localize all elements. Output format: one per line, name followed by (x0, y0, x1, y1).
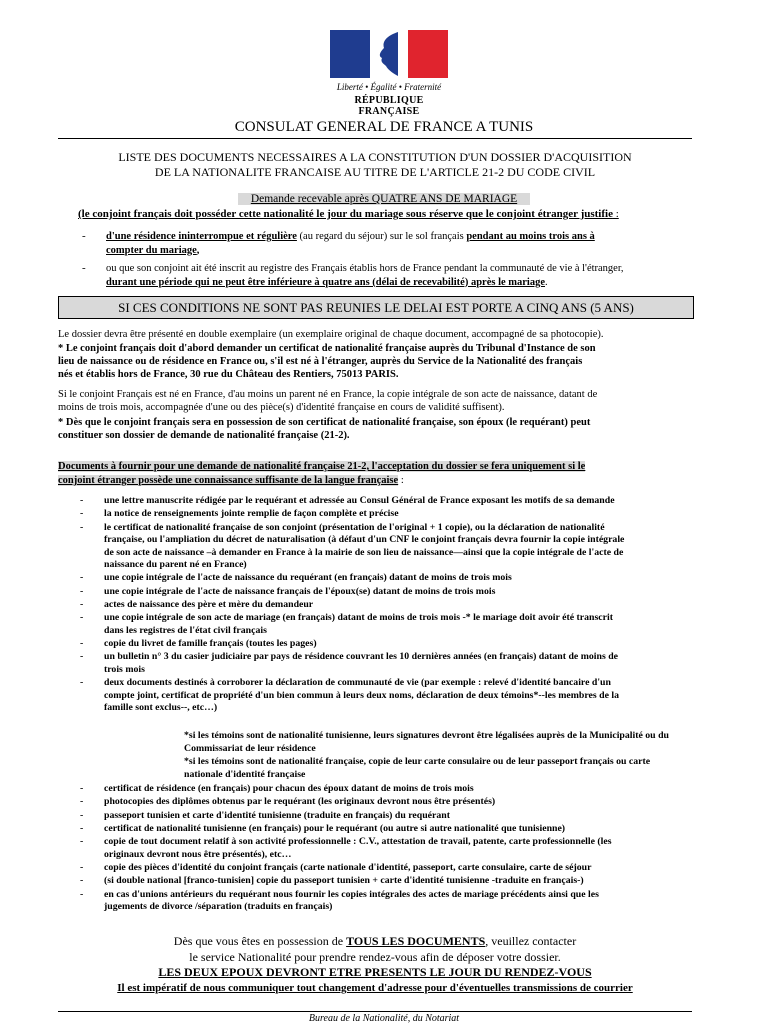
list-title-line-1: LISTE DES DOCUMENTS NECESSAIRES A LA CONSTITUTION D'UN DOSSIER D'ACQUISITION (118, 150, 632, 164)
paragraph-2: * Le conjoint français doit d'abord demander un certificat de nationalité française auprès du Tribunal d'Instance de son lieu de naissance ou de résidence en France ou, s'il est né à l'étranger, auprès du Service de la Nationalité des français nés et établis hors de France, 30 rue du Château des Rentiers, 75013 PARIS. (58, 343, 596, 380)
marianne-flag-logo (330, 30, 448, 78)
list-item-text: une copie intégrale de l'acte de naissance du requérant (en français) datant de moins de trois mois (104, 572, 512, 584)
footer-text: Bureau de la Nationalité, du Notariat (308, 1013, 460, 1024)
bullet-dash: - (80, 809, 84, 821)
bullet-dash: - (80, 638, 84, 650)
bullet-dash: - (80, 612, 84, 624)
bullet-dash: - (80, 521, 84, 533)
list-item-text: la notice de renseignements jointe remplie de façon complète et précise (104, 508, 399, 520)
list-item-text: copie de tout document relatif à son activité professionnelle : C.V., attestation de travail, patente, carte professionnelle (les originaux devront nous être présentés), etc… (104, 836, 612, 860)
list-item-text: passeport tunisien et carte d'identité tunisienne (traduite en français) du requérant (104, 809, 450, 821)
condition-band: Demande recevable après QUATRE ANS DE MARIAGE (238, 193, 530, 205)
paragraph-3: Si le conjoint Français est né en France, d'au moins un parent né en France, la copie intégrale de son acte de naissance, datant de moins de trois mois, accompagnée d'une ou des pièce(s) d'identité française en cours de validité suffisent). (58, 389, 598, 413)
list-item-text: un bulletin n° 3 du casier judiciaire par pays de résidence couvrant les 10 dernières années (en français) datant de moins de trois mois (104, 651, 619, 675)
document-page: Liberté • Égalité • Fraternité RÉPUBLIQUE FRANÇAISE CONSULAT GENERAL DE FRANCE A TUNIS LISTE DES DOCUMENTS NECESSAIRES A LA CONSTITUTION D'UN DOSSIER D'ACQUISITION DE LA NATIONALITE FRANCAISE AU TITRE DE L'ARTICLE 21-2 DU CODE CIVIL Demande recevable après QUATRE ANS DE MARIAGE (le conjoint français doit posséder cette nationalité le jour du mariage sous réserve que le conjoint étranger justifie : - d'une résidence ininterrompue et régulière (au regard du séjour) sur le sol français pendant au moins trois ans à compter du mariage, - ou que son conjoint ait été inscrit au registre des Français établis hors de France pendant la communauté de vie à l'étranger, durant une période qui ne peut être inférieure à quatre ans (délai de recevabilité) après le mariage. SI CES CONDITIONS NE SONT PAS REUNIES LE DELAI EST PORTE A CINQ ANS (5 ANS) Le dossier devra être présenté en double exemplaire (un exemplaire original de chaque document, accompagné de sa photocopie). * Le conjoint français doit d'abord demander un certificat de nationalité française auprès du Tribunal d'Instance de son lieu de naissance ou de résidence en France ou, s'il est né à l'étranger, auprès du Service de la Nationalité des français nés et établis hors de France, 30 rue du Château des Rentiers, 75013 PARIS. Si le conjoint Français est né en France, d'au moins un parent né en France, la copie intégrale de son acte de naissance, datant de moins de trois mois, accompagnée d'une ou des pièce(s) d'identité française en cours de validité suffisent). * Dès que le conjoint français sera en possession de son certificat de nationalité française, son époux (le requérant) peut constituer son dossier de demande de nationalité française (21-2). Documents à fournir pour une demande de nationalité française 21-2, l'acceptation du dossier se fera uniquement si le conjoint étranger possède une connaissance suffisante de la langue française : - une lettre manuscrite rédigée par le requérant et adressée au Consul Général de France exposant les motifs de sa demande - la notice de renseignements jointe remplie de façon complète et précise - le certificat de nationalité française de son conjoint (présentation de l'original + 1 copie), ou la déclaration de nationalité française, ou l'ampliation du décret de naturalisation (à défaut d'un CNF le conjoint français devra fournir la copie intégrale de son acte de naissance –à demander en France à la mairie de son lieu de naissance—ainsi que la copie intégrale de l'acte de naissance du parent né en France) - une copie intégrale de l'acte de naissance du requérant (en français) datant de moins de trois mois - une copie intégrale de l'acte de naissance français de l'époux(se) datant de moins de trois mois - actes de naissance des père et mère du demandeur - une copie intégrale de son acte de mariage (en français) datant de moins de trois mois -* le mariage doit avoir été transcrit dans les registres de l'état civil français - copie du livret de famille français (toutes les pages) - un bulletin n° 3 du casier judiciaire par pays de résidence couvrant les 10 dernières années (en français) datant de moins de trois mois - deux documents destinés à corroborer la déclaration de communauté de vie (par exemple : relevé d'identité bancaire d'un compte joint, certificat de propriété d'un bien commun à leurs deux noms, déclaration de deux témoins*--les membres de la famille sont exclus--, etc…) *si les témoins sont de nationalité tunisienne, leurs signatures devront être légalisées auprès de la Municipalité ou du Commissariat de leur résidence *si les témoins sont de nationalité française, copie de leur carte consulaire ou de leur passeport français ou carte nationale d'identité française - certificat de résidence (en français) pour chacun des époux datant de moins de trois mois - photocopies des diplômes obtenus par le requérant (les originaux devront nous être présentés) - passeport tunisien et carte d'identité tunisienne (traduite en français) du requérant - certificat de nationalité tunisienne (en français) pour le requérant (ou autre si autre nationalité que tunisienne) - copie de tout document relatif à son activité professionnelle : C.V., attestation de travail, patente, carte professionnelle (les originaux devront nous être présentés), etc… - copie des pièces d'identité du conjoint français (carte nationale d'identité, passeport, carte consulaire, carte de séjour - (si double national [franco-tunisien] copie du passeport tunisien + carte d'identité tunisienne -traduite en français-) - en cas d'unions antérieurs du requérant nous fournir les copies intégrales des actes de mariage précédents ainsi que les jugements de divorce /séparation (traduits en français) Dès que vous êtes en possession de TOUS LES DOCUMENTS, veuillez contacter le service Nationalité pour prendre rendez-vous afin de déposer votre dossier. LES DEUX EPOUX DEVRONT ETRE PRESENTS LE JOUR DU RENDEZ-VOUS Il est impératif de nous communiquer tout changement d'adresse pour d'éventuelles transmissions de courrier Bureau de la Nationalité, du Notariat (0, 0, 768, 1024)
republic-logo (329, 30, 449, 117)
list-item-text: le certificat de nationalité française de son conjoint (présentation de l'original + 1 copie), ou la déclaration de nationalité française, ou l'ampliation du décret de naturalisation (à défaut d'un CNF le conjoint français devra fournir la copie intégrale de son acte de naissance –à demander en France à la mairie de son lieu de naissance—ainsi que la copie intégrale de l'acte de naissance du parent né en France) (104, 521, 625, 571)
bullet-dash: - (80, 599, 84, 610)
bullet-dash: - (80, 572, 84, 584)
list-title-line-2: DE LA NATIONALITE FRANCAISE AU TITRE DE L'ARTICLE 21-2 DU CODE CIVIL (154, 165, 596, 179)
bullet-dash: - (80, 585, 84, 597)
five-years-box: SI CES CONDITIONS NE SONT PAS REUNIES LE DELAI EST PORTE A CINQ ANS (5 ANS) (58, 296, 694, 319)
bullet-dash: - (80, 796, 84, 808)
marianne-profile-icon (368, 32, 398, 76)
bullet-dash: - (82, 262, 86, 274)
bullet-dash: - (80, 875, 84, 887)
list-item-text: deux documents destinés à corroborer la déclaration de communauté de vie (par exemple : relevé d'identité bancaire d'un compte joint, certificat de propriété d'un bien commun à leurs deux noms, déclaration de deux témoins*--les membres de la famille sont exclus--, etc…) (104, 677, 620, 714)
bullet-dash: - (80, 888, 84, 900)
bullet-dash: - (80, 822, 84, 834)
documents-band: Documents à fournir pour une demande de nationalité française 21-2, l'acceptation du dossier se fera uniquement si le conjoint étranger possède une connaissance suffisante de la langue française : (58, 461, 586, 486)
bullet-dash: - (80, 783, 84, 794)
condition-lead: (le conjoint français doit posséder cette nationalité le jour du mariage sous réserve que le conjoint étranger justifie : (78, 208, 619, 220)
list-item-text: copie des pièces d'identité du conjoint français (carte nationale d'identité, passeport, carte consulaire, carte de séjour (104, 862, 592, 873)
closing-line-2: le service Nationalité pour prendre rendez-vous afin de déposer votre dossier. (189, 950, 561, 964)
list-item-text: certificat de résidence (en français) pour chacun des époux datant de moins de trois mois (104, 783, 474, 794)
bullet-dash: - (80, 862, 84, 873)
list-item-text: photocopies des diplômes obtenus par le requérant (les originaux devront nous être présentés) (104, 796, 496, 808)
paragraph-4: * Dès que le conjoint français sera en possession de son certificat de nationalité française, son époux (le requérant) peut constituer son dossier de demande de nationalité française (21-2). (58, 417, 591, 441)
closing-line-4: Il est impératif de nous communiquer tout changement d'adresse pour d'éventuelles transmissions de courrier (117, 982, 633, 994)
paragraph-1: Le dossier devra être présenté en double exemplaire (un exemplaire original de chaque document, accompagné de sa photocopie). (58, 329, 604, 340)
list-title (60, 150, 690, 180)
list-item-text: une copie intégrale de l'acte de naissance français de l'époux(se) datant de moins de trois mois (104, 585, 496, 597)
closing-line-3: LES DEUX EPOUX DEVRONT ETRE PRESENTS LE JOUR DU RENDEZ-VOUS (158, 965, 592, 979)
republic-name: RÉPUBLIQUE FRANÇAISE (354, 95, 424, 117)
list-item-text: (si double national [franco-tunisien] copie du passeport tunisien + carte d'identité tunisienne -traduite en français-) (104, 875, 584, 887)
closing-line-1: Dès que vous êtes en possession de TOUS LES DOCUMENTS, veuillez contacter (173, 934, 577, 948)
list-item-text: une copie intégrale de son acte de mariage (en français) datant de moins de trois mois -* le mariage doit avoir été transcrit dans les registres de l'état civil français (104, 612, 613, 636)
republic-motto: Liberté • Égalité • Fraternité (336, 82, 442, 92)
bullet-dash: - (80, 677, 84, 689)
consulate-title: CONSULAT GENERAL DE FRANCE A TUNIS (234, 119, 534, 135)
condition-bullet-1: d'une résidence ininterrompue et régulière (au regard du séjour) sur le sol français pendant au moins trois ans à compter du mariage, (106, 231, 595, 256)
list-item-text: copie du livret de famille français (toutes les pages) (104, 638, 317, 650)
list-item-text: actes de naissance des père et mère du demandeur (104, 599, 314, 610)
bullet-dash: - (80, 836, 84, 848)
list-item-text: certificat de nationalité tunisienne (en français) pour le requérant (ou autre si autre nationalité que tunisienne) (104, 822, 566, 834)
title-divider (58, 138, 692, 139)
bullet-dash: - (80, 495, 84, 506)
bullet-dash: - (82, 230, 86, 242)
bullet-dash: - (80, 508, 84, 520)
bullet-dash: - (80, 651, 84, 663)
footer-divider (58, 1011, 692, 1012)
condition-bullet-2: ou que son conjoint ait été inscrit au registre des Français établis hors de France pendant la communauté de vie à l'étranger, durant une période qui ne peut être inférieure à quatre ans (délai de recevabilité) après le mariage. (106, 263, 624, 288)
list-item-text: une lettre manuscrite rédigée par le requérant et adressée au Consul Général de France exposant les motifs de sa demande (104, 495, 615, 506)
list-item-text: en cas d'unions antérieurs du requérant nous fournir les copies intégrales des actes de mariage précédents ainsi que les jugements de divorce /séparation (traduits en français) (104, 888, 599, 913)
